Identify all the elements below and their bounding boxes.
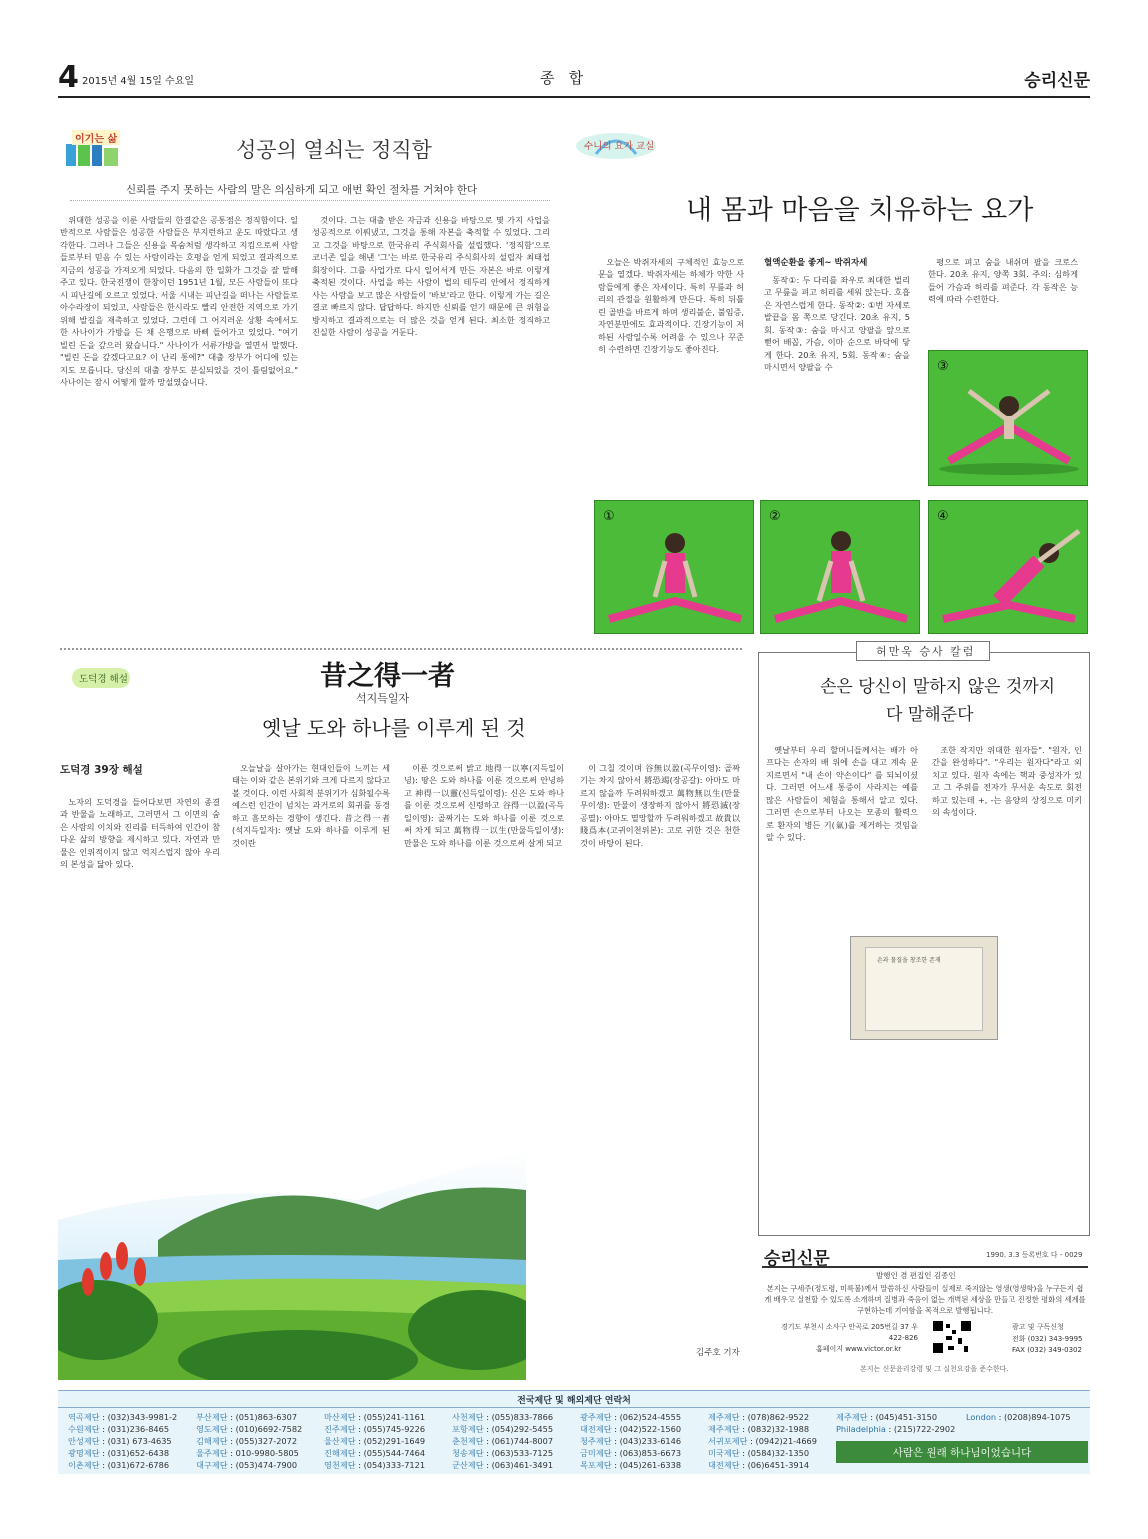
contact-name: 영도제단 [196,1424,228,1434]
contact-name: 안성제단 [68,1436,100,1446]
contact-name: 제주제단 [836,1412,868,1422]
contact-name: 대구제단 [196,1460,228,1470]
contact-phone: (055)327-2072 [235,1436,298,1446]
header-rule [58,96,1090,98]
contact-name: 제주제단 [708,1412,740,1422]
contact-row: London : (0208)894-1075 [966,1412,1071,1422]
contact-name: 포항제단 [452,1424,484,1434]
contact-name: 영천제단 [324,1460,356,1470]
article1-title: 성공의 열쇠는 정직함 [236,138,432,162]
contact-phone: (055)241-1161 [363,1412,426,1422]
contact-phone: (043)233-6146 [619,1436,682,1446]
contact-phone: (032)343-9981-2 [107,1412,178,1422]
contact-name: 미국제단 [708,1448,740,1458]
contact-name: 대전제단 [708,1460,740,1470]
contact-row: 광명제단 : (031)652-6438 [68,1448,170,1458]
contact-phone: (055)544-7464 [363,1448,426,1458]
contact-name: 수원제단 [68,1424,100,1434]
column-label: 허만욱 승사 칼럼 [876,645,976,658]
contact-row: 서귀포제단 : (0942)21-4669 [708,1436,817,1446]
article1-col1-text: 위대한 성공을 이룬 사람들의 한결같은 공통점은 정직함이다. 일반적으로 사람들은 성공한 사람들은 부지런하고 운도 따랐다고 생각한다. 그러나 그들은 신용을 목숨처럼 생각하고 지킴으로써 사람들로부터 믿음 수 있는 사람이라는 호평을 얻게 되었고 결과적으로 지금의 성공을 가져오게 되었다. 다음의 한 일화가 그것을 잘 말해주고 있다. 한국전쟁이 한창이던 1951년 1월, 모든 사람들이 또다시 피난길에 오르고 있었다. 서울 시내는 피난길을 떠나는 사람들로 아수라장이 되었고, 사람들은 한시라도 빨리 안전한 지역으로 가기 위해 발길을 재촉하고 있었다. 그런데 그 어지러운 상황 속에서도 한 사나이가 가방을 든 채 은행으로 바삐 들어가고 있었다. "여기 빌린 돈을 갚으러 왔습니다." 사나이가 서류가방을 열면서 말했다. "빌린 돈을 갚겠다고요? 이 난리 통에?" 대출 장부가 어디에 있는 지도 모릅니다. 당신의 대출 장부도 분실되었을 것이 틀림없어요." 사나이는 잠시 어떻게 할까 망설였습니다. [60,215,298,388]
article1-tag: 이기는 삶 [72,130,120,145]
contact-row: 제주제단 : (045)451-3150 [836,1412,938,1422]
contact-phone: (06)6451-3914 [747,1460,810,1470]
contact-name: London [966,1412,997,1422]
masthead-phone: 전화 (032) 343-9995 [1012,1335,1083,1343]
landscape-illustration [58,1060,526,1380]
article2-col1-text: 오늘은 박쥐자세의 구체적인 효능으로 문을 열겠다. 박쥐자세는 하체가 약한 사람들에게 좋은 자세이다. 특히 무릎과 허리의 관절을 원활하게 만든다. 특히 뒤틀린 골반을 바르게 하며 생리불순, 불임증, 자연분만에도 효과적이다. 긴장기능이 저하된 사람일수록 어려울 수 있으나 꾸준히 수련하면 긴장기능도 좋아진다. [598,257,744,355]
article3-reading: 석지득일자 [356,692,410,705]
contact-row: 청송제단 : (063)533-7125 [452,1448,554,1458]
contact-phone: (062)524-4555 [619,1412,682,1422]
masthead-contact-label: 광고 및 구독신청 [1012,1323,1064,1331]
contact-row: 춘천제단 : (061)744-8007 [452,1436,554,1446]
contact-phone: (063)853-6673 [619,1448,682,1458]
contact-name: 김해제단 [196,1436,228,1446]
article2-tag: 수니의 요가 교실 [584,141,655,152]
contact-row: Philadelphia : (215)722-2902 [836,1424,956,1434]
contact-row: 영천제단 : (054)333-7121 [324,1460,426,1470]
article3-tag: 도덕경 해설 [79,674,128,685]
article3-top-rule [60,648,742,650]
contact-name: 광명제단 [68,1448,100,1458]
contacts-col-2 [196,1411,302,1471]
contact-row: 청주제단 : (043)233-6146 [580,1436,682,1446]
contacts-col-6 [708,1411,817,1471]
yoga-photo-3 [928,350,1088,486]
contact-row: 군산제단 : (063)461-3491 [452,1460,554,1470]
article3-section-head: 도덕경 39장 해설 [60,764,143,776]
contact-row: 미국제단 : (0584)32-1350 [708,1448,810,1458]
contact-row: 사천제단 : (055)833-7866 [452,1412,554,1422]
contact-phone: (0832)32-1988 [747,1424,810,1434]
contact-name: 역곡제단 [68,1412,100,1422]
article2-col3 [928,256,1078,326]
article2-col1 [598,256,744,461]
contact-row: 울주제단 : 010-9980-5805 [196,1448,299,1458]
contact-row: 제주제단 : (0832)32-1988 [708,1424,810,1434]
contact-phone: (031)672-6786 [107,1460,170,1470]
article1-col2 [312,214,550,628]
contact-row: 마산제단 : (055)241-1161 [324,1412,426,1422]
contact-row: 대전제단 : (042)522-1560 [580,1424,682,1434]
column-title-1: 손은 당신이 말하지 않은 것까지 [820,677,1056,697]
contact-name: 광주제단 [580,1412,612,1422]
article2-title: 내 몸과 마음을 치유하는 요가 [686,195,1034,226]
contacts-col-7 [836,1411,955,1435]
contact-row: 김해제단 : (055)327-2072 [196,1436,298,1446]
contact-name: 진주제단 [324,1424,356,1434]
masthead-footer: 본지는 신문윤리강령 및 그 실천요강을 준수한다. [860,1365,1009,1373]
article3-col2-text: 오늘날을 살아가는 현대인들이 느끼는 세태는 이와 같은 본위기와 크게 다르지 않다고 볼 것이다. 이런 사회적 분위기가 심화될수록 예스런 인간이 넘치는 과거로의 회귀를 동경하고 흠모하는 경향이 생긴다. 昔之得一者(석지득일자): 옛날 도와 하나를 이루게 된 것이란 [232,763,390,848]
contacts-col-5 [580,1411,681,1471]
masthead-rule [762,1266,1088,1268]
contact-phone: (0584)32-1350 [747,1448,810,1458]
contact-phone: (063)533-7125 [491,1448,554,1458]
column-title-2: 다 말해준다 [886,705,974,725]
contact-name: 군산제단 [452,1460,484,1470]
contact-row: 수원제단 : (031)236-8465 [68,1424,170,1434]
contact-name: 울주제단 [196,1448,228,1458]
photo-number: ② [769,509,781,524]
paper-name: 승리신문 [1024,71,1090,91]
contact-name: 춘천제단 [452,1436,484,1446]
article3-title: 옛날 도와 하나를 이루게 된 것 [262,716,526,740]
article3-title-cn: 昔之得一者 [320,661,455,692]
contact-phone: (0942)21-4669 [755,1436,817,1446]
contact-phone: (045)451-3150 [875,1412,938,1422]
masthead-fax: FAX (032) 349-0302 [1012,1346,1082,1354]
masthead-mission: 본지는 구세주(정도령, 미륵불)께서 말씀하신 사람들이 실제로 죽지않는 영생(영생학)을 누구든지 쉽게 배우고 실천할 수 있도록 소개하며 질병과 죽음이 없는 개벽된 세상을 만들고 진정한 평화의 세계를 구현하는데 기여함을 목적으로 발행됩니다. [764,1284,1086,1315]
contact-row: 포항제단 : (054)292-5455 [452,1424,554,1434]
contact-phone: (063)461-3491 [491,1460,554,1470]
yoga-photo-4 [928,500,1088,634]
slogan-text: 사람은 원래 하나님이었습니다 [892,1447,1032,1459]
contacts-col-8 [966,1411,1071,1423]
article3-author: 김주호 기자 [696,1348,740,1358]
contact-name: 금미제단 [580,1448,612,1458]
page-number: 4 [58,60,79,95]
masthead-homepage: 홈페이지 www.victor.or.kr [816,1345,902,1353]
contact-row: 진주제단 : (055)745-9226 [324,1424,426,1434]
contact-phone: (031)652-6438 [107,1448,170,1458]
contact-phone: (031)236-8465 [107,1424,170,1434]
contact-phone: (215)722-2902 [893,1424,956,1434]
article3-col4 [580,762,740,1232]
contact-row: 제주제단 : (078)862-9522 [708,1412,810,1422]
section-title: 종 합 [540,69,584,87]
contact-phone: (053)474-7900 [235,1460,298,1470]
contact-phone: (054)333-7121 [363,1460,426,1470]
contact-row: 대구제단 : (053)474-7900 [196,1460,298,1470]
contact-phone: (054)292-5455 [491,1424,554,1434]
contact-row: 진해제단 : (055)544-7464 [324,1448,426,1458]
article2-col2-text: 동작①: 두 다리를 좌우로 최대한 벌리고 무릎을 펴고 허리를 세워 앉는다. 호흡은 자연스럽게 한다. 동작②: ①번 자세로 발끝을 몸 쪽으로 당긴다. 20초 유지, 5회. 동작③: 숨을 마시고 양팔을 앞으로 뻗어 배꼽, 가슴, 이마 순으로 바닥에 닿게 한다. 20초 유지, 5회. 동작④: 숨을 마시면서 양팔을 수 [764,275,910,373]
column-col1-text: 옛날부터 우리 할머니들께서는 배가 아프다는 손자의 배 위에 손을 대고 계속 문지르면서 "내 손이 약손이다" 를 되뇌이셨다. 그러면 어느새 통증이 사라지는 예를 많은 사람들이 체험을 통해서 알고 있다. 그러면 손으로부터 나오는 모종의 활력으로 환자의 병든 기(氣)를 제거하는 것임을 알 수 있다. [766,745,918,843]
contact-name: 이촌제단 [68,1460,100,1470]
contact-row: 영도제단 : (010)6692-7582 [196,1424,303,1434]
photo-number: ④ [937,509,949,524]
contact-name: 목포제단 [580,1460,612,1470]
contact-name: 부산제단 [196,1412,228,1422]
masthead-publisher: 발행인 겸 편집인 김종인 [876,1271,956,1280]
article3-col3-text: 이룬 것으로써 밝고 地得一以寧(지득일이녕): 땅은 도와 하나를 이룬 것으로써 안녕하고 神得一以靈(신득일이령): 신은 도와 하나를 이룬 것으로써 신령하고 谷得一以盈(곡득일이영): 골짜기는 도와 하나를 이룬 것으로써 차게 되고 萬物得一以生(만물득일이생): 만물은 도와 하나를 이룬 것으로써 살게 되고 [404,763,564,848]
photo-number: ① [603,509,615,524]
masthead-reg: 1990. 3.3 등록번호 다 - 0029 [986,1251,1083,1259]
contact-phone: (055)745-9226 [363,1424,426,1434]
contact-row: 울산제단 : (052)291-1649 [324,1436,426,1446]
contact-phone: (042)522-1560 [619,1424,682,1434]
article1-col2-text: 것이다. 그는 대출 받은 자금과 신용을 바탕으로 몇 가지 사업을 성공적으로 이뤄냈고, 그것을 통해 자본을 축적할 수 있었다. 그리고 그것을 바탕으로 한국유리 주식회사를 설립했다. '정직함'으로 코너존 일을 해낸 '그'는 바로 한국유리 주식회사의 설립자 최태섭 회장이다. 그를 사업가로 다시 일어서게 만든 자본은 바로 이렇게 축적된 것이다. 사업을 하는 사람이 법의 테두리 안에서 정직하게 사는 사람을 보고 많은 사람들이 '바보'라고 한다. 이렇게 가는 길은 결코 빠르지 않다. 답답하다. 하지만 신뢰를 얻기 때문에 큰 위험을 방지하고 결과적으로는 더 많은 것을 얻게 된다. 최소한 정직하고 진실한 사람이 성공을 거둔다. [312,215,550,338]
masthead-name: 승리신문 [764,1249,830,1269]
contact-phone: (052)291-1649 [363,1436,426,1446]
article3-col1 [60,796,220,1066]
contact-name: 진해제단 [324,1448,356,1458]
qr-code [932,1320,972,1354]
contacts-title: 전국제단 및 해외제단 연락처 [517,1396,631,1406]
column-image-caption: 손과 물질을 창조한 존재 [877,957,941,964]
contact-phone: (078)862-9522 [747,1412,810,1422]
issue-date: 2015년 4월 15일 수요일 [82,76,195,87]
article2-col2-head: 혈액순환을 좋게~ 박쥐자세 [764,258,868,268]
contact-row: 안성제단 : (031) 673-4635 [68,1436,172,1446]
article1-subtitle: 신뢰를 주지 못하는 사람의 말은 의심하게 되고 애번 확인 절차를 거쳐야 한다 [126,184,478,196]
article1-col1 [60,214,298,628]
article1-subtitle-rule [70,200,550,201]
contacts-box [58,1390,1090,1474]
contact-phone: 010-9980-5805 [235,1448,299,1458]
yoga-photo-1 [594,500,754,634]
contact-name: 울산제단 [324,1436,356,1446]
yoga-photo-2 [760,500,920,634]
contact-row: 부산제단 : (051)863-6307 [196,1412,298,1422]
contacts-col-1 [68,1411,177,1471]
contact-phone: (031) 673-4635 [107,1436,172,1446]
contact-name: 사천제단 [452,1412,484,1422]
contact-name: 서귀포제단 [708,1436,748,1446]
contacts-col-3 [324,1411,425,1471]
contact-row: 광주제단 : (062)524-4555 [580,1412,682,1422]
column-image [850,936,998,1040]
contact-name: 마산제단 [324,1412,356,1422]
contact-row: 역곡제단 : (032)343-9981-2 [68,1412,178,1422]
article3-col2 [232,762,390,1062]
article2-col3-text: 평으로 펴고 숨을 내쉬며 팔을 크로스 한다. 20초 유지, 양쪽 3회. 주의: 심하게 들어 가슴과 허리를 펴준다. 각 동작은 능력에 따라 수련한다. [928,257,1078,305]
contact-phone: (010)6692-7582 [235,1424,303,1434]
contact-name: 청주제단 [580,1436,612,1446]
contact-name: Philadelphia [836,1424,886,1434]
contact-phone: (051)863-6307 [235,1412,298,1422]
article2-col2 [764,274,910,470]
article3-col1-text: 노자의 도덕경을 들어다보면 자연의 종결과 반물을 노래하고, 그러면서 그 이면의 숨은 사람의 이치와 진리를 터득하여 인간이 참다운 삶의 방향을 제시하고 있다. 자연과 만물은 인위적이지 않고 억지스럽지 않아 우리의 본성을 닮아 있다. [60,797,220,870]
contact-phone: (045)261-6338 [619,1460,682,1470]
contact-phone: (061)744-8007 [491,1436,554,1446]
masthead-address: 경기도 부천시 소사구 안곡로 205번길 37 우 422-826 [780,1323,918,1342]
contact-row: 대전제단 : (06)6451-3914 [708,1460,810,1470]
contact-row: 목포제단 : (045)261-6338 [580,1460,682,1470]
column-col2-text: 조한 작지만 위대한 원자들". "원자, 인간을 완성하다". "우리는 원자다"라고 외치고 있다. 원자 속에는 핵과 중성자가 있고 그 주위를 전자가 무서운 속도로 회전하고 있는데 +, -는 음양의 상징으로 미키의 속성이다. [932,745,1082,818]
contact-name: 대전제단 [580,1424,612,1434]
contact-phone: (055)833-7866 [491,1412,554,1422]
slogan-banner [836,1441,1088,1463]
contact-name: 청송제단 [452,1448,484,1458]
article3-col4-text: 이 그칠 것이며 谷無以盈(곡무이영): 골짜기는 차지 않아서 將恐竭(장공갈): 아마도 마르지 않을까 두려워하겠고 萬物無以生(만물무이생): 만물이 생장하지 않아서 將恐滅(장공멸): 아마도 멸망할까 두려워하겠고 故貴以賤爲本(고귀이천위본): 고로 귀한 것은 천한 것이 바탕이 된다. [580,763,740,848]
contacts-col-4 [452,1411,553,1471]
contact-phone: (0208)894-1075 [1003,1412,1071,1422]
photo-number: ③ [937,359,949,374]
contacts-title-rule [58,1407,1090,1408]
contact-row: 금미제단 : (063)853-6673 [580,1448,682,1458]
contact-row: 이촌제단 : (031)672-6786 [68,1460,170,1470]
contact-name: 제주제단 [708,1424,740,1434]
